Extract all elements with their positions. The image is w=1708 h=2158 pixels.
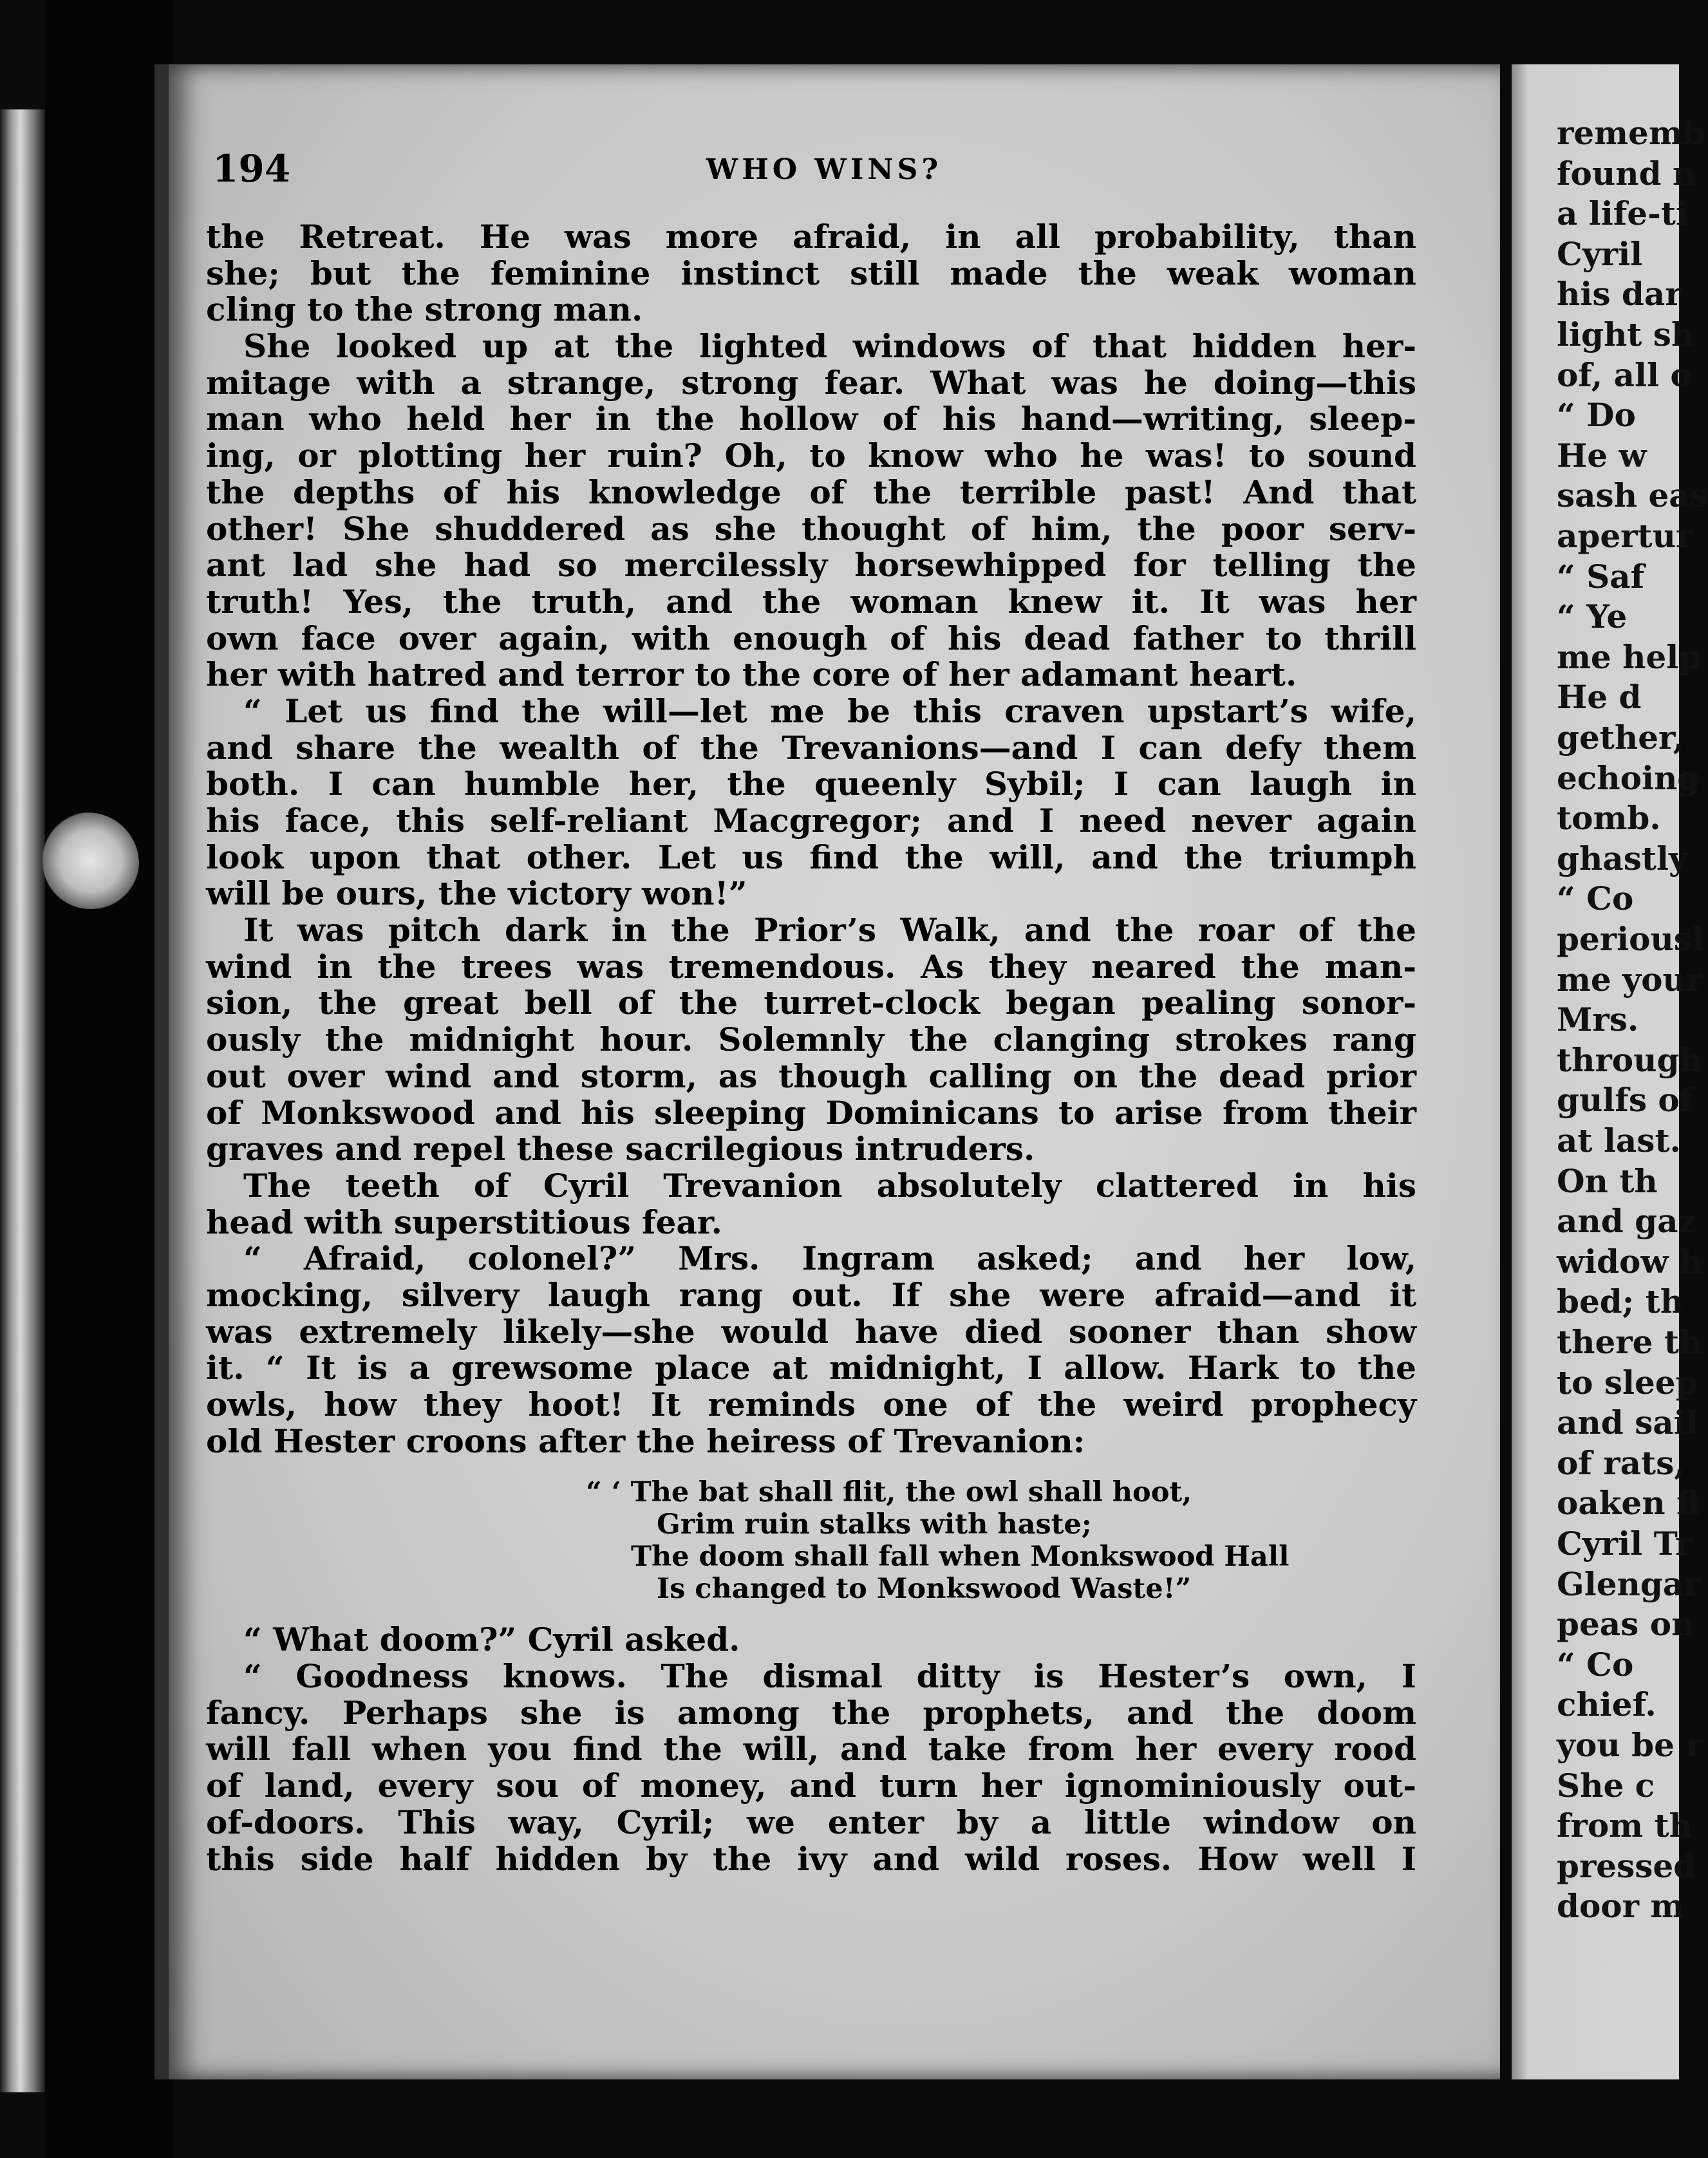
facing-page-line: of, all o xyxy=(1557,355,1692,394)
text-line: both. I can humble her, the queenly Sybil; I can laugh in xyxy=(206,765,1416,803)
facing-page-line: at last. xyxy=(1557,1121,1681,1159)
text-line: cling to the strong man. xyxy=(206,290,643,329)
facing-page-line: and gaz xyxy=(1557,1202,1696,1241)
facing-page-line: On th xyxy=(1557,1161,1658,1200)
facing-page-line: “ Ye xyxy=(1557,597,1628,636)
text-line: other! She shuddered as she thought of him, the poor serv- xyxy=(206,509,1416,548)
facing-page-line: apertur xyxy=(1557,517,1693,555)
text-line: ously the midnight hour. Solemnly the clanging strokes rang xyxy=(206,1020,1416,1059)
facing-page xyxy=(1512,64,1708,2079)
text-line: She looked up at the lighted windows of that hidden her- xyxy=(243,327,1416,366)
facing-page-line: and sail xyxy=(1557,1403,1698,1442)
text-line: his face, this self-reliant Macgregor; and I need never again xyxy=(206,802,1416,840)
body-text xyxy=(206,219,1416,1877)
text-line: graves and repel these sacrilegious intruders. xyxy=(206,1130,1035,1168)
text-line: “ Afraid, colonel?” Mrs. Ingram asked; and her low, xyxy=(243,1239,1416,1278)
text-line: old Hester croons after the heiress of Trevanion: xyxy=(206,1421,1085,1460)
facing-page-line: gulfs of xyxy=(1557,1081,1694,1120)
verse-line: Grim ruin stalks with haste; xyxy=(657,1508,1092,1541)
facing-page-line: from th xyxy=(1557,1806,1693,1845)
binding-edge xyxy=(0,109,45,2092)
text-line: sion, the great bell of the turret-clock began pealing sonor- xyxy=(206,984,1416,1022)
facing-page-line: found n xyxy=(1557,154,1696,192)
text-line: ant lad she had so mercilessly horsewhipped for telling the xyxy=(206,546,1416,585)
verse-line: The doom shall fall when Monkswood Hall xyxy=(631,1541,1290,1573)
facing-page-line: chief. xyxy=(1557,1685,1656,1724)
text-line: this side half hidden by the ivy and wild roses. How well I xyxy=(206,1839,1416,1878)
text-line: look upon that other. Let us find the will, and the triumph xyxy=(206,838,1416,876)
text-after-verse xyxy=(206,1622,1416,1877)
text-line: “ Goodness knows. The dismal ditty is Hester’s own, I xyxy=(243,1657,1416,1696)
text-line: ing, or plotting her ruin? Oh, to know who he was! to sound xyxy=(206,436,1416,475)
text-line: out over wind and storm, as though calling on the dead prior xyxy=(206,1056,1416,1095)
facing-page-line: to sleep xyxy=(1557,1363,1698,1402)
text-line: man who held her in the hollow of his hand—writing, sleep- xyxy=(206,400,1416,438)
facing-page-line: “ Co xyxy=(1557,1645,1634,1684)
facing-page-line: you be r xyxy=(1557,1726,1703,1764)
text-line: she; but the feminine instinct still made the weak woman xyxy=(206,254,1416,292)
facing-page-line: He w xyxy=(1557,436,1647,474)
text-line: will be ours, the victory won!” xyxy=(206,874,747,913)
text-line: of land, every sou of money, and turn her ignominiously out- xyxy=(206,1767,1416,1805)
facing-page-line: She c xyxy=(1557,1766,1655,1805)
facing-page-line: echoing xyxy=(1557,758,1700,797)
facing-page-line: gether, xyxy=(1557,718,1685,756)
text-line: of-doors. This way, Cyril; we enter by a little window on xyxy=(206,1803,1416,1841)
facing-page-line: oaken fl xyxy=(1557,1484,1700,1523)
text-before-verse xyxy=(206,219,1416,1459)
text-line: head with superstitious fear. xyxy=(206,1203,722,1241)
running-head: WHO WINS? xyxy=(706,153,943,186)
text-line: mocking, silvery laugh rang out. If she were afraid—and it xyxy=(206,1275,1416,1314)
facing-page-line: sash eas xyxy=(1557,476,1708,515)
text-line: fancy. Perhaps she is among the prophets, and the doom xyxy=(206,1693,1416,1732)
text-line: truth! Yes, the truth, and the woman knew it. It was her xyxy=(206,582,1416,621)
verse-gap xyxy=(206,1605,1416,1622)
facing-page-line: of rats, xyxy=(1557,1443,1685,1482)
verse-line: “ ‘ The bat shall flit, the owl shall hoot, xyxy=(586,1476,1192,1509)
facing-page-line: “ Saf xyxy=(1557,557,1645,596)
facing-page-line: Mrs. xyxy=(1557,1000,1639,1039)
page-header xyxy=(212,147,1436,198)
text-line: It was pitch dark in the Prior’s Walk, and the roar of the xyxy=(243,911,1416,950)
facing-page-line: Glengar xyxy=(1557,1564,1701,1603)
facing-page-line: light sh xyxy=(1557,315,1695,353)
page-number: 194 xyxy=(212,147,291,191)
verse-gap xyxy=(206,1459,1416,1476)
facing-page-line: pressed xyxy=(1557,1846,1696,1885)
verse-block xyxy=(206,1476,1416,1605)
facing-page-line: “ Co xyxy=(1557,879,1634,918)
text-line: was extremely likely—she would have died sooner than show xyxy=(206,1312,1416,1351)
text-line: “ Let us find the will—let me be this craven upstart’s wife, xyxy=(243,691,1416,730)
text-line: “ What doom?” Cyril asked. xyxy=(243,1620,740,1659)
facing-page-line: “ Do xyxy=(1557,396,1636,435)
facing-page-line: Cyril xyxy=(1557,234,1643,273)
facing-page-line: there th xyxy=(1557,1323,1703,1361)
facing-page-line: rememb xyxy=(1557,114,1705,152)
facing-page-line: through xyxy=(1557,1040,1703,1079)
text-line: wind in the trees was tremendous. As they neared the man- xyxy=(206,947,1416,986)
facing-page-line: ghastly xyxy=(1557,839,1688,877)
facing-page-line: widow h xyxy=(1557,1242,1703,1281)
facing-page-line: tomb. xyxy=(1557,799,1661,838)
text-line: her with hatred and terror to the core of her adamant heart. xyxy=(206,655,1297,694)
text-line: of Monkswood and his sleeping Dominicans to arise from their xyxy=(206,1093,1416,1132)
facing-page-line: Cyril Tr xyxy=(1557,1525,1693,1562)
text-line: and share the wealth of the Trevanions—and I can defy them xyxy=(206,728,1416,767)
page-gutter xyxy=(1500,39,1512,2112)
text-line: the Retreat. He was more afraid, in all probability, than xyxy=(206,218,1416,256)
facing-page-line: his dar xyxy=(1557,275,1682,314)
text-line: owls, how they hoot! It reminds one of the weird prophecy xyxy=(206,1385,1416,1423)
verse-line: Is changed to Monkswood Waste!” xyxy=(657,1573,1192,1606)
facing-page-line: peas on xyxy=(1557,1605,1695,1644)
text-line: mitage with a strange, strong fear. What was he doing—this xyxy=(206,363,1416,402)
text-line: it. “ It is a grewsome place at midnight, I allow. Hark to the xyxy=(206,1349,1416,1387)
text-line: The teeth of Cyril Trevanion absolutely clattered in his xyxy=(243,1166,1416,1205)
facing-page-line: He d xyxy=(1557,678,1642,717)
facing-page-line: a life-ti xyxy=(1557,194,1688,233)
facing-page-line: me your xyxy=(1557,960,1703,999)
facing-page-line: bed; th xyxy=(1557,1282,1684,1321)
text-line: the depths of his knowledge of the terrible past! And that xyxy=(206,473,1416,511)
facing-page-line: door m xyxy=(1557,1887,1685,1926)
text-line: will fall when you find the will, and take from her every rood xyxy=(206,1730,1416,1769)
text-line: own face over again, with enough of his dead father to thrill xyxy=(206,619,1416,657)
facing-page-line: me help xyxy=(1557,637,1702,676)
facing-page-line: periousl xyxy=(1557,920,1704,958)
